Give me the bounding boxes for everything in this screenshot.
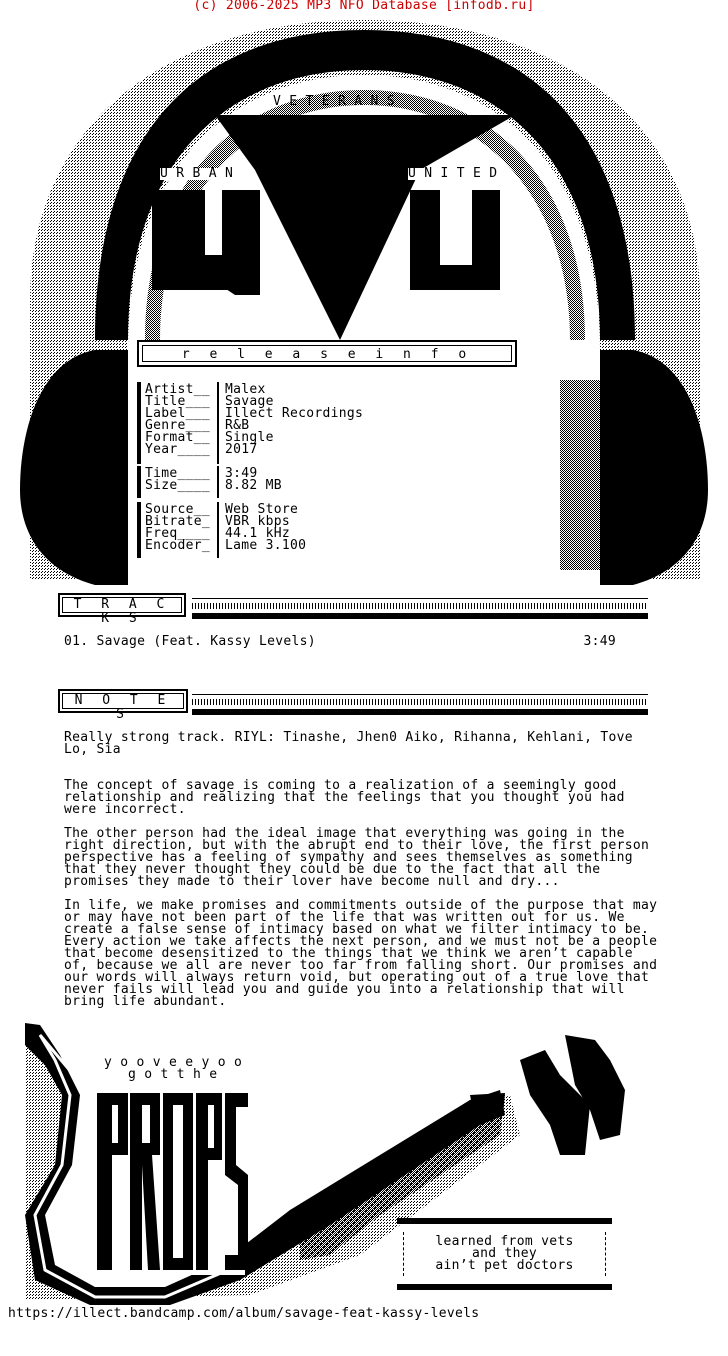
footer-line2: g o t t h e	[128, 1067, 218, 1082]
notes-rule	[192, 694, 648, 715]
release-info-header	[137, 340, 517, 367]
info-row-time: Time____ 3:49	[145, 466, 258, 481]
label-value: Illect Recordings	[225, 406, 364, 421]
logo-word-urban: U R B A N	[160, 166, 234, 181]
encoder-value: Lame 3.100	[225, 538, 307, 553]
title-value: Savage	[225, 394, 274, 409]
copyright-line: (c) 2006-2025 MP3 NFO Database [infodb.ru]	[193, 0, 535, 13]
info-row-artist: Artist__ Malex	[145, 382, 266, 397]
release-info-group-size	[137, 466, 517, 498]
size-value: 8.82 MB	[225, 478, 282, 493]
source-value: Web Store	[225, 502, 299, 517]
info-row-label: Label___ Illect Recordings	[145, 406, 364, 421]
bitrate-value: VBR kbps	[225, 514, 291, 529]
info-row-size: Size____ 8.82 MB	[145, 478, 282, 493]
genre-value: R&B	[225, 418, 250, 433]
info-row-format: Format__ Single	[145, 430, 274, 445]
artist-value: Malex	[225, 382, 266, 397]
info-row-encoder: Encoder_ Lame 3.100	[145, 538, 307, 553]
notes-header	[58, 689, 188, 722]
freq-value: 44.1 kHz	[225, 526, 291, 541]
track-name: 01. Savage (Feat. Kassy Levels)	[64, 634, 316, 649]
tracks-rule	[192, 598, 648, 619]
tracks-title: T R A C K S	[62, 597, 182, 613]
notes-title: N O T E S	[62, 693, 184, 709]
info-row-year: Year____ 2017	[145, 442, 258, 457]
bandcamp-link[interactable]: https://illect.bandcamp.com/album/savage-feat-kassy-levels	[8, 1306, 480, 1321]
tagline-box	[397, 1218, 612, 1290]
tagline-line2: and they	[471, 1246, 537, 1261]
footer-line1: y o o v e e y o o	[104, 1055, 243, 1070]
tagline-line3: ain’t pet doctors	[435, 1258, 574, 1273]
logo-word-veterans: V E T E R A N S	[273, 94, 395, 109]
tagline-line1: learned from vets	[435, 1234, 574, 1249]
notes-text: Really strong track. RIYL: Tinashe, Jhen0 Aiko, Rihanna, Kehlani, Tove Lo, Sia The concept of savage is coming to a realization of a seemingly good relationship and realizing that the feelings that you thought you had were incorrect. The other person had the ideal image that everything was going in the right direction, but with the abrupt end to their love, the first person perspective has a feeling of sympathy and sees themselves as something that they never thought they could be due to the fact that all the promises they made to their lover have become null and dry... In life, we make promises and commitments outside of the purpose that may or may have not been part of the life that was written out for us. We create a false sense of intimacy based on what we filter intimacy to be. Every action we take affects the next person, and we must not be a people that become desensitized to the things that we think we aren’t capable of, because we all are never too far from falling short. Our promises and our words will always return void, but operating out of a true love that never fails will lead you and guide you into a relationship that will bring life abundant.	[64, 730, 658, 1009]
info-row-source: Source__ Web Store	[145, 502, 299, 517]
track-duration: 3:49	[583, 634, 616, 649]
track-row	[64, 636, 624, 648]
release-info-group-encoding	[137, 502, 517, 558]
format-value: Single	[225, 430, 274, 445]
year-value: 2017	[225, 442, 258, 457]
info-row-title: Title___ Savage	[145, 394, 274, 409]
release-info-title: r e l e a s e i n f o	[142, 345, 512, 362]
logo-word-united: U N I T E D	[408, 166, 498, 181]
tracks-header	[58, 593, 186, 626]
time-value: 3:49	[225, 466, 258, 481]
info-row-genre: Genre___ R&B	[145, 418, 250, 433]
release-info-group-main	[137, 382, 517, 464]
info-row-bitrate: Bitrate_ VBR kbps	[145, 514, 291, 529]
info-row-freq: Freq____ 44.1 kHz	[145, 526, 291, 541]
